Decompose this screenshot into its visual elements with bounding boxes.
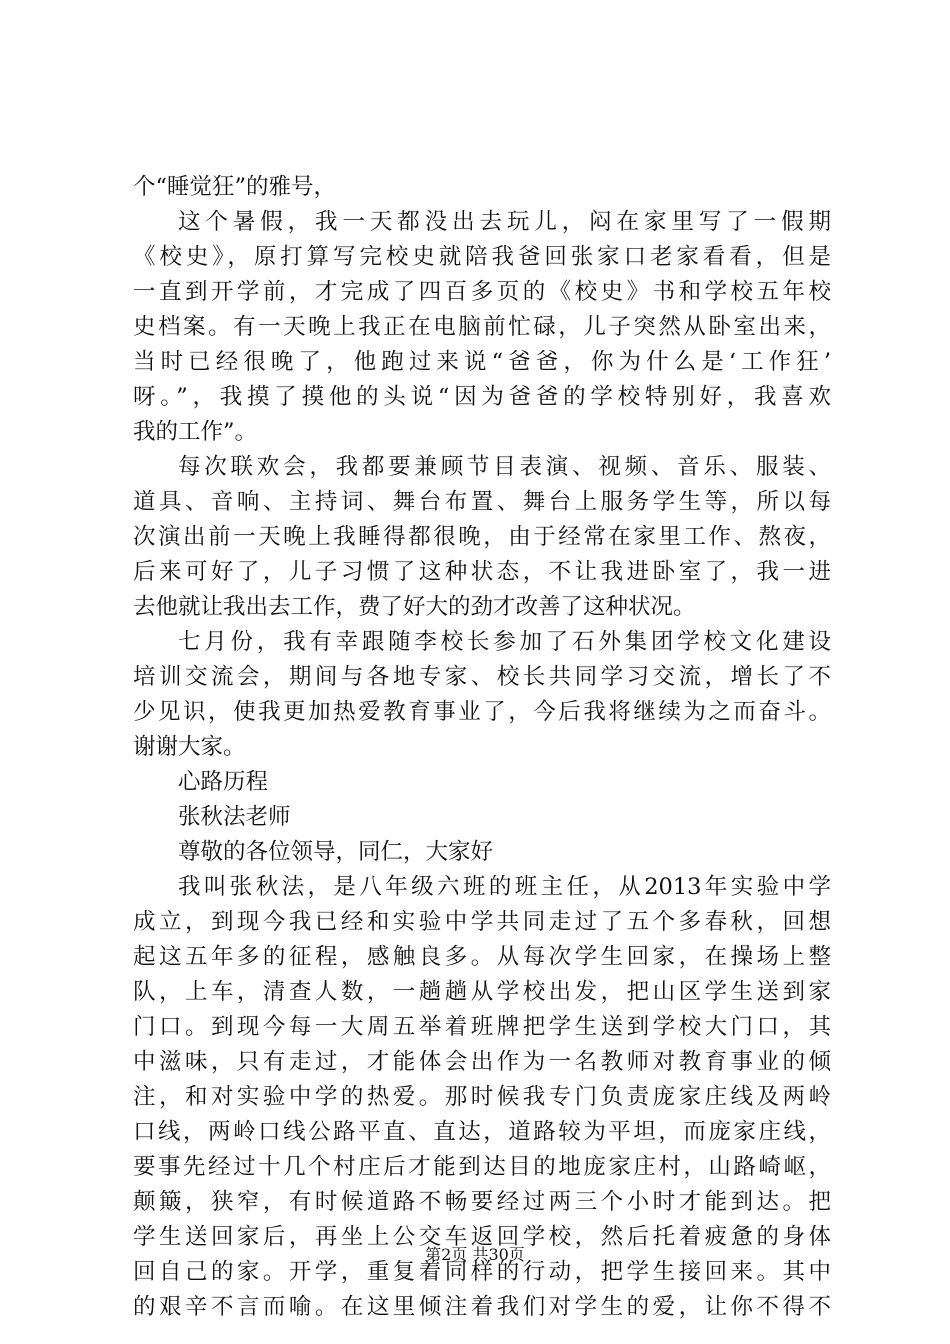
text-line: 心路历程 (178, 769, 269, 795)
text-line: 每次联欢会，我都要兼顾节目表演、视频、音乐、服装、 (178, 454, 831, 480)
text-line: 次演出前一天晚上我睡得都很晚，由于经常在家里工作、熬夜， (133, 524, 831, 550)
text-line: 成立，到现今我已经和实验中学共同走过了五个多春秋，回想 (133, 909, 831, 935)
text-line: 呀。”，我摸了摸他的头说“因为爸爸的学校特别好，我喜欢 (133, 384, 831, 410)
document-body (133, 170, 831, 1325)
text-line: 少见识，使我更加热爱教育事业了，今后我将继续为之而奋斗。 (133, 699, 831, 725)
text-line: 《校史》，原打算写完校史就陪我爸回张家口老家看看，但是 (133, 244, 831, 270)
text-line: 要事先经过十几个村庄后才能到达目的地庞家庄村，山路崎岖， (133, 1154, 831, 1180)
text-line: 七月份，我有幸跟随李校长参加了石外集团学校文化建设 (178, 629, 831, 655)
text-line: 口线，两岭口线公路平直、直达，道路较为平坦，而庞家庄线， (133, 1119, 831, 1145)
text-line: 道具、音响、主持词、舞台布置、舞台上服务学生等，所以每 (133, 489, 831, 515)
text-line: 颠簸，狭窄，有时候道路不畅要经过两三个小时才能到达。把 (133, 1189, 831, 1215)
text-line: 培训交流会，期间与各地专家、校长共同学习交流，增长了不 (133, 664, 831, 690)
text-line: 我的工作”。 (133, 419, 258, 445)
page-footer: 第2页 共30页 (425, 1245, 525, 1264)
text-line: 尊敬的各位领导，同仁，大家好 (178, 839, 494, 865)
text-line: 后来可好了，儿子习惯了这种状态，不让我进卧室了，我一进 (133, 559, 831, 585)
text-line: 队，上车，清查人数，一趟趟从学校出发，把山区学生送到家 (133, 979, 831, 1005)
text-line: 史档案。有一天晚上我正在电脑前忙碌，儿子突然从卧室出来， (133, 314, 831, 340)
text-line: 起这五年多的征程，感触良多。从每次学生回家，在操场上整 (133, 944, 831, 970)
text-line: 注，和对实验中学的热爱。那时候我专门负责庞家庄线及两岭 (133, 1084, 831, 1110)
text-line: 门口。到现今每一大周五举着班牌把学生送到学校大门口，其 (133, 1014, 831, 1040)
text-line: 张秋法老师 (178, 804, 291, 830)
text-line: 当时已经很晚了，他跑过来说“爸爸，你为什么是‘工作狂’ (133, 349, 831, 375)
text-line: 中滋味，只有走过，才能体会出作为一名教师对教育事业的倾 (133, 1049, 831, 1075)
text-line: 的艰辛不言而喻。在这里倾注着我们对学生的爱，让你不得不 (133, 1294, 831, 1320)
text-line: 学生送回家后，再坐上公交车返回学校，然后托着疲惫的身体 (133, 1224, 831, 1250)
text-line: 一直到开学前，才完成了四百多页的《校史》书和学校五年校 (133, 279, 831, 305)
text-line: 个“睡觉狂”的雅号， (133, 174, 337, 200)
text-line: 这个暑假，我一天都没出去玩儿，闷在家里写了一假期 (178, 209, 831, 235)
text-line: 去他就让我出去工作，费了好大的劲才改善了这种状况。 (133, 594, 696, 620)
text-line: 谢谢大家。 (133, 734, 246, 760)
text-line: 回自己的家。开学，重复着同样的行动，把学生接回来。其中 (133, 1259, 831, 1285)
text-line: 我叫张秋法，是八年级六班的班主任，从2013年实验中学 (178, 874, 831, 900)
